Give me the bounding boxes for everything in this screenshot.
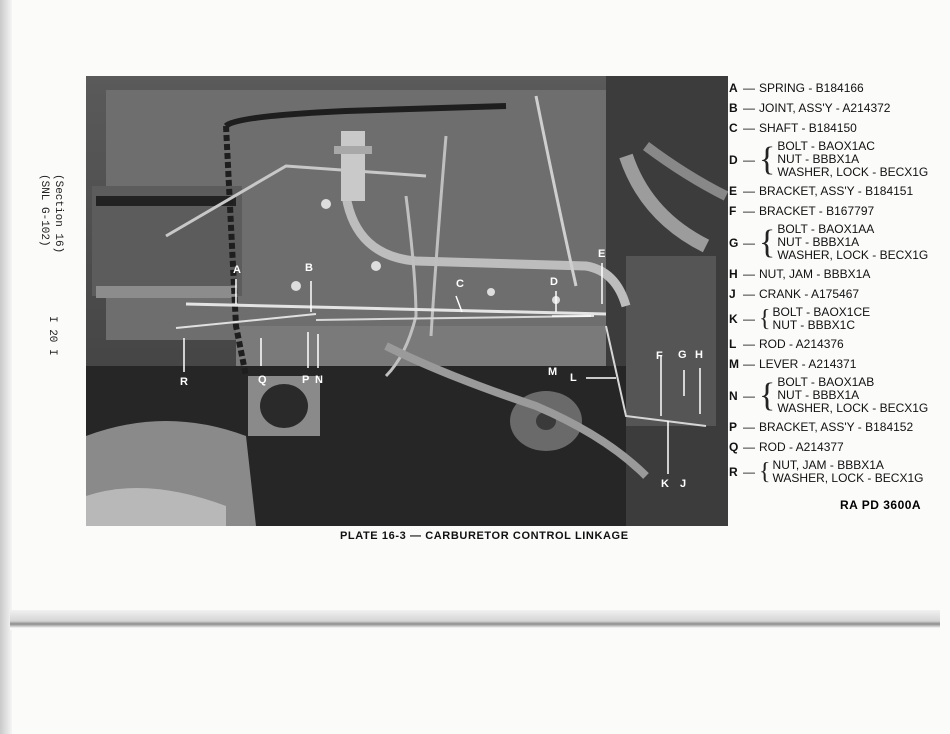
- legend-item-b: B — JOINT, ASS'Y - A214372: [729, 101, 891, 115]
- photo-label-e: E: [598, 248, 606, 260]
- legend-item-c: C — SHAFT - B184150: [729, 121, 857, 135]
- page-number: I 20 I: [46, 316, 58, 356]
- legend-item-j: J — CRANK - A175467: [729, 287, 860, 301]
- legend-item-n: N — { BOLT - BAOX1AB NUT - BBBX1A WASHER, LOCK - BECX1G: [729, 375, 929, 415]
- ra-code: RA PD 3600A: [840, 498, 922, 512]
- carburetor-photo: [86, 76, 728, 526]
- photo-label-k: K: [661, 478, 669, 490]
- photo-label-h: H: [695, 349, 703, 361]
- legend-item-g: G — { BOLT - BAOX1AA NUT - BBBX1A WASHER, LOCK - BECX1G: [729, 222, 929, 262]
- photo-label-j: J: [680, 478, 687, 490]
- photo-label-n: N: [315, 374, 323, 386]
- legend-item-k: K — { BOLT - BAOX1CE NUT - BBBX1C: [729, 305, 871, 332]
- legend-item-d: D — { BOLT - BAOX1AC NUT - BBBX1A WASHER, LOCK - BECX1G: [729, 139, 929, 179]
- photo-label-r: R: [180, 376, 188, 388]
- photo-label-c: C: [456, 278, 464, 290]
- snl-note: (SNL G-102): [38, 174, 50, 247]
- photo-label-b: B: [305, 262, 313, 274]
- side-margin-note: [14, 166, 74, 386]
- legend-item-m: M — LEVER - A214371: [729, 357, 857, 371]
- photo-label-q: Q: [258, 374, 267, 386]
- legend-item-q: Q — ROD - A214377: [729, 440, 844, 454]
- legend-item-f: F — BRACKET - B167797: [729, 204, 875, 218]
- legend-item-l: L — ROD - A214376: [729, 337, 844, 351]
- photo-label-d: D: [550, 276, 558, 288]
- photo-label-a: A: [233, 264, 241, 276]
- legend-item-p: P — BRACKET, ASS'Y - B184152: [729, 420, 914, 434]
- parts-legend: [729, 78, 949, 487]
- plate-caption: PLATE 16-3 — CARBURETOR CONTROL LINKAGE: [340, 530, 629, 542]
- page-fold-edge: [10, 610, 940, 630]
- legend-item-r: R — { NUT, JAM - BBBX1A WASHER, LOCK - BECX1G: [729, 458, 924, 485]
- legend-item-e: E — BRACKET, ASS'Y - B184151: [729, 184, 914, 198]
- photo-label-f: F: [656, 350, 663, 362]
- photo-label-l: L: [570, 372, 577, 384]
- photo-label-p: P: [302, 374, 310, 386]
- photo-label-m: M: [548, 366, 558, 378]
- section-note: (Section 16): [52, 174, 64, 254]
- photo-illustration: [86, 76, 728, 526]
- photo-label-g: G: [678, 349, 687, 361]
- legend-item-a: A — SPRING - B184166: [729, 81, 864, 95]
- legend-item-h: H — NUT, JAM - BBBX1A: [729, 267, 871, 281]
